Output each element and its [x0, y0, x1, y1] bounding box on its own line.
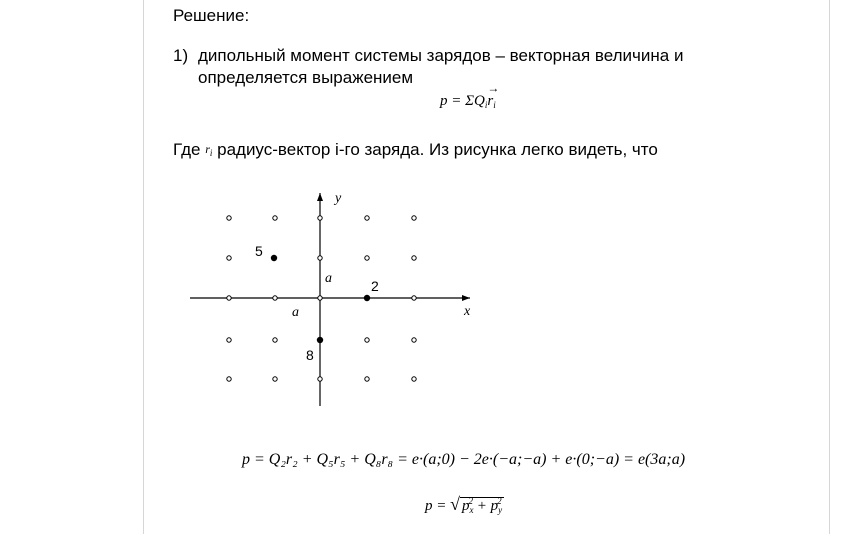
grid-point — [273, 377, 277, 381]
py-sub: y — [498, 505, 503, 515]
grid-point — [318, 216, 322, 220]
formula-sub: i — [484, 100, 488, 110]
formula-lhs: p — [440, 93, 448, 109]
label-a-vertical: a — [325, 271, 332, 286]
px-sub: x — [469, 505, 474, 515]
grid-point — [227, 216, 231, 220]
charge-5 — [271, 255, 277, 261]
x-axis-arrow — [462, 295, 470, 301]
grid-point — [365, 377, 369, 381]
py-symbol: p — [490, 498, 499, 514]
grid-point — [412, 377, 416, 381]
grid-point — [365, 338, 369, 342]
where-text: радиус-вектор i-го заряда. Из рисунка легко видеть, что — [217, 140, 658, 159]
grid-point — [227, 296, 231, 300]
axis-y-label: y — [335, 191, 342, 206]
label-2: 2 — [371, 278, 379, 294]
plus-sign: + — [473, 498, 491, 514]
sqrt-body — [460, 497, 504, 514]
px-sup: 2 — [468, 496, 474, 506]
grid-point — [365, 256, 369, 260]
magnitude-formula — [425, 494, 504, 515]
item-line-2: определяется выражением — [198, 68, 414, 87]
where-symbol-sub: i — [209, 148, 213, 158]
grid-point — [318, 256, 322, 260]
sqrt-symbol: √ — [450, 494, 461, 514]
grid-point — [318, 377, 322, 381]
charge-2 — [364, 295, 370, 301]
py-sup: 2 — [497, 496, 502, 506]
grid-point — [273, 216, 277, 220]
grid-point — [412, 296, 416, 300]
y-axis-arrow — [317, 193, 323, 201]
grid-point — [227, 256, 231, 260]
list-number: 1) — [173, 46, 189, 65]
where-prefix: Где — [173, 140, 201, 159]
label-a-horizontal: a — [292, 305, 299, 320]
where-symbol-r: r — [205, 142, 210, 156]
grid-point — [365, 216, 369, 220]
formula-vector-sub: i — [493, 100, 496, 110]
grid-point — [227, 377, 231, 381]
grid-point — [273, 296, 277, 300]
label-5: 5 — [255, 243, 263, 259]
grid-point — [412, 216, 416, 220]
charge-8 — [317, 337, 323, 343]
grid-point — [318, 296, 322, 300]
grid-point — [227, 338, 231, 342]
px-symbol: p — [462, 498, 470, 514]
formula-vector-symbol: r — [487, 93, 494, 109]
grid-point — [412, 256, 416, 260]
label-8: 8 — [306, 347, 314, 363]
magnitude-lhs: p = — [425, 498, 451, 514]
axis-x-label: x — [464, 304, 471, 319]
grid-point — [273, 338, 277, 342]
heading: Решение: — [173, 6, 250, 25]
item-line-1: дипольный момент системы зарядов – векторная величина и — [198, 46, 684, 65]
grid-point — [412, 338, 416, 342]
formula-sum: = ΣQ — [447, 93, 485, 109]
dipole-calculation-formula: p = Q₂r₂ + Q₅r₅ + Q₈r₈ = e·(a;0) − 2e·(−a;−a) + e·(0;−a) = e(3a;a) — [242, 451, 686, 468]
